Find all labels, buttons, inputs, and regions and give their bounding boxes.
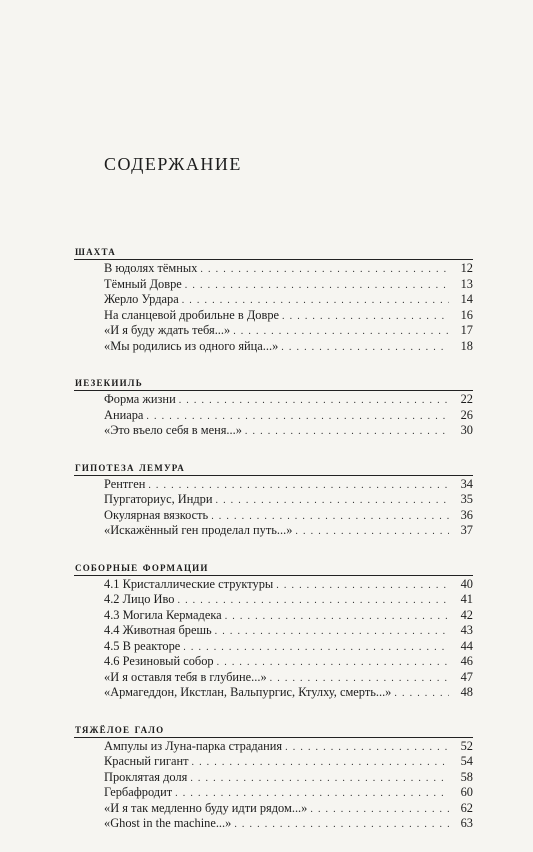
- entry-title: 4.1 Кристаллические структуры: [104, 576, 274, 591]
- section-title: гипотеза лемура: [74, 459, 473, 476]
- entry-title: 4.2 Лицо Иво: [104, 592, 175, 606]
- section-title: иезекииль: [74, 374, 473, 391]
- entry-title: «И я буду ждать тебя...»: [104, 323, 231, 337]
- toc-entry: [74, 492, 473, 508]
- dot-leader: [233, 324, 449, 340]
- dot-leader: [182, 293, 449, 309]
- toc-entry: [74, 623, 473, 639]
- toc-entry: [74, 770, 473, 786]
- toc-entry: [74, 261, 473, 277]
- dot-leader: [185, 278, 449, 294]
- entry-page: 36: [460, 507, 473, 522]
- dot-leader: [394, 686, 449, 702]
- dot-leader: [295, 524, 449, 540]
- toc-entry: [74, 577, 473, 593]
- toc-entry: [74, 670, 473, 686]
- toc-entry: [74, 277, 473, 293]
- entry-title: На сланцевой дробильне в Довре: [104, 307, 280, 322]
- dot-leader: [183, 640, 449, 656]
- dot-leader: [310, 802, 449, 818]
- toc-entry: [74, 392, 473, 408]
- dot-leader: [225, 609, 449, 625]
- toc-entry: [74, 608, 473, 624]
- toc-section: [74, 559, 473, 701]
- entry-page: 34: [460, 476, 473, 491]
- entry-page: 35: [460, 492, 473, 506]
- entry-page: 22: [460, 392, 473, 406]
- entry-title: Проклятая доля: [104, 769, 188, 784]
- entry-page: 18: [460, 338, 473, 353]
- toc-entry: [74, 785, 473, 801]
- entry-title: Тёмный Довре: [104, 276, 182, 291]
- section-title: соборные формации: [74, 559, 473, 576]
- entry-title: Жерло Урдара: [104, 292, 179, 306]
- toc-entry: [74, 477, 473, 493]
- entry-title: 4.5 В реакторе: [104, 638, 181, 653]
- toc-entry: [74, 423, 473, 439]
- dot-leader: [245, 424, 449, 440]
- entry-page: 14: [460, 292, 473, 306]
- entry-page: 12: [460, 261, 473, 275]
- entry-page: 41: [460, 592, 473, 606]
- toc-section: [74, 721, 473, 832]
- entry-page: 63: [460, 816, 473, 830]
- dot-leader: [217, 655, 449, 671]
- entry-title: «Ghost in the machine...»: [104, 816, 232, 830]
- toc-entry: [74, 523, 473, 539]
- entry-title: 4.3 Могила Кермадека: [104, 607, 222, 622]
- entry-title: Аниара: [104, 407, 144, 422]
- entry-title: «Мы родились из одного яйца...»: [104, 338, 279, 353]
- entry-page: 17: [460, 323, 473, 337]
- toc-entry: [74, 685, 473, 701]
- toc-entry: [74, 754, 473, 770]
- entry-page: 60: [460, 785, 473, 799]
- toc-entry: [74, 592, 473, 608]
- entry-title: 4.4 Животная брешь: [104, 623, 212, 637]
- entry-page: 62: [460, 800, 473, 815]
- entry-page: 40: [460, 576, 473, 591]
- entry-page: 37: [460, 523, 473, 537]
- entry-title: В юдолях тёмных: [104, 261, 198, 275]
- entry-title: Гербафродит: [104, 785, 173, 799]
- entry-title: «И я оставля тебя в глубине...»: [104, 669, 267, 684]
- dot-leader: [270, 671, 449, 687]
- entry-page: 16: [460, 307, 473, 322]
- toc-section: [74, 459, 473, 539]
- dot-leader: [281, 340, 449, 356]
- entry-page: 43: [460, 623, 473, 637]
- toc-entry: [74, 508, 473, 524]
- dot-leader: [276, 578, 449, 594]
- entry-page: 52: [460, 738, 473, 753]
- entry-title: Форма жизни: [104, 392, 176, 406]
- toc-entry: [74, 308, 473, 324]
- entry-title: «И я так медленно буду идти рядом...»: [104, 800, 308, 815]
- entry-title: 4.6 Резиновый собор: [104, 654, 214, 668]
- page-title: содержание: [104, 149, 242, 176]
- toc-entry: [74, 639, 473, 655]
- table-of-contents: [74, 243, 473, 852]
- toc-section: [74, 243, 473, 354]
- toc-entry: [74, 801, 473, 817]
- entry-title: «Армагеддон, Икстлан, Вальпургис, Ктулху, смерть...»: [104, 685, 392, 699]
- entry-page: 13: [460, 276, 473, 291]
- entry-title: Красный гигант: [104, 754, 189, 768]
- entry-page: 26: [460, 407, 473, 422]
- dot-leader: [215, 624, 449, 640]
- dot-leader: [215, 493, 449, 509]
- dot-leader: [148, 478, 449, 494]
- entry-page: 47: [460, 669, 473, 684]
- toc-entry: [74, 339, 473, 355]
- dot-leader: [146, 409, 449, 425]
- entry-title: Окулярная вязкость: [104, 507, 209, 522]
- dot-leader: [200, 262, 449, 278]
- dot-leader: [179, 393, 449, 409]
- entry-title: Ампулы из Луна-парка страдания: [104, 738, 283, 753]
- toc-entry: [74, 739, 473, 755]
- dot-leader: [191, 755, 449, 771]
- dot-leader: [285, 740, 449, 756]
- entry-title: «Это въело себя в меня...»: [104, 423, 242, 437]
- toc-entry: [74, 654, 473, 670]
- dot-leader: [175, 786, 449, 802]
- toc-section: [74, 374, 473, 439]
- dot-leader: [177, 593, 449, 609]
- section-title: шахта: [74, 243, 473, 260]
- section-title: тяжёлое гало: [74, 721, 473, 738]
- entry-page: 30: [460, 423, 473, 437]
- toc-entry: [74, 816, 473, 832]
- dot-leader: [211, 509, 449, 525]
- entry-page: 58: [460, 769, 473, 784]
- entry-page: 48: [460, 685, 473, 699]
- entry-title: Пургаториус, Индри: [104, 492, 213, 506]
- toc-entry: [74, 292, 473, 308]
- dot-leader: [282, 309, 449, 325]
- toc-entry: [74, 408, 473, 424]
- entry-page: 42: [460, 607, 473, 622]
- dot-leader: [234, 817, 449, 833]
- entry-page: 54: [460, 754, 473, 768]
- entry-title: Рентген: [104, 476, 146, 491]
- entry-title: «Искажённый ген проделал путь...»: [104, 523, 293, 537]
- toc-entry: [74, 323, 473, 339]
- entry-page: 46: [460, 654, 473, 668]
- dot-leader: [190, 771, 449, 787]
- entry-page: 44: [460, 638, 473, 653]
